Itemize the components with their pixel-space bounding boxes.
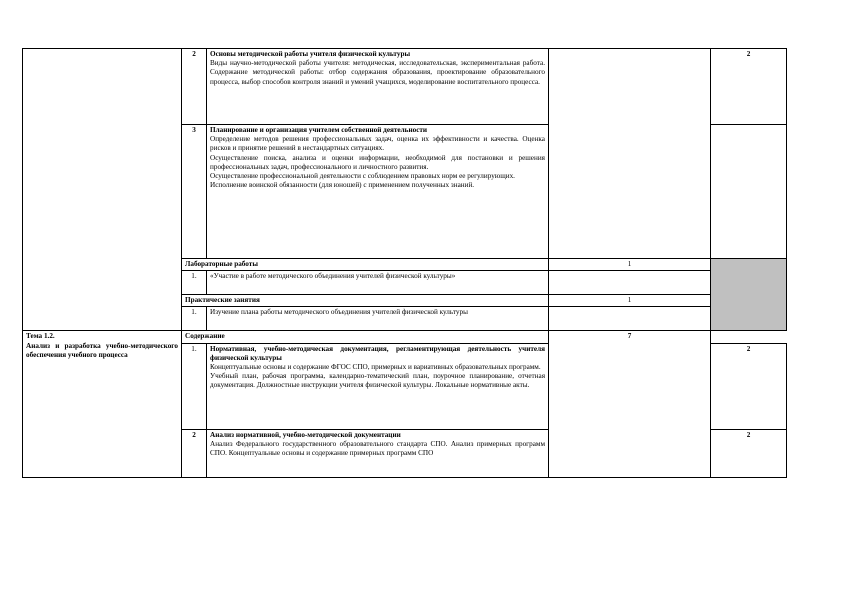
row-number: 1. [182,343,207,429]
row-title: Анализ нормативной, учебно-методической документации [210,430,401,439]
level-cell: 2 [711,49,787,125]
table-row [23,49,787,125]
practice-item-text: Изучение плана работы методического объединения учителей физической культуры [207,307,549,331]
row-number: 1. [182,307,207,331]
hours-cell [549,49,711,259]
level-cell [711,125,787,259]
content-hours: 7 [549,331,711,477]
row-paragraph: Осуществление профессиональной деятельности с соблюдением правовых норм ее регулирующих. [210,172,515,181]
row-paragraph: Исполнение воинской обязанности (для юношей) с применением полученных знаний. [210,181,475,190]
row-paragraph: Концептуальные основы и содержание ФГОС СПО, примерных и вариативных образовательных программ. [210,363,541,372]
level-cell: 2 [711,429,787,477]
row-title: Планирование и организация учителем собственной деятельности [210,126,428,134]
practice-hours: 1 [549,295,711,307]
row-text: Виды научно-методической работы учителя: методическая, исследовательская, экспериментальная работа. Содержание методической работы: отбор содержания образования, проектирование образовательного процесса, выбор способов контроля знаний и умений учащихся, моделирование воспитательного процесса. [210,59,545,86]
row-number: 2 [182,429,207,477]
lab-hours-empty [549,271,711,295]
content-cell [207,429,549,477]
row-paragraph: Осуществление поиска, анализа и оценки информации, необходимой для постановки и решения профессиональных задач, профессионального и личностного развития. [210,153,545,171]
row-paragraph: Учебный план, рабочая программа, календарно-тематический план, поурочное планирование, отчетная документация. Должностные инструкции учителя физической культуры. Локальные нормативные акты. [210,372,545,390]
lab-item-text: «Участие в работе методического объединения учителей физической культуры» [207,271,549,295]
content-header: Содержание [182,331,549,343]
lab-header: Лабораторные работы [182,259,549,271]
row-paragraph: Определение методов решения профессиональных задач, оценка их эффективности и качества. Оценка рисков и принятие решений в нестандартных ситуациях. [210,135,545,153]
table-row [23,331,787,343]
content-cell [207,49,549,125]
topic-cell-empty [23,49,182,331]
level-cell: 2 [711,343,787,429]
topic-cell [23,331,182,477]
curriculum-table [22,48,787,478]
content-cell [207,343,549,429]
row-number: 1. [182,271,207,295]
practice-header: Практические занятия [182,295,549,307]
topic-name: Анализ и разработка учебно-методического обеспечения учебного процесса [26,341,178,359]
row-title: Нормативная, учебно-методическая документация, регламентирующая деятельность учителя физической культуры [210,344,545,362]
topic-title: Тема 1.2. [26,332,55,341]
row-text: Анализ Федерального государственного образовательного стандарта СПО. Анализ примерных программ СПО. Концептуальные основы и содержание примерных программ СПО [210,439,545,458]
content-cell [207,125,549,259]
lab-hours: 1 [549,259,711,271]
practice-hours-empty [549,307,711,331]
shaded-cell [711,259,787,331]
row-title: Основы методической работы учителя физической культуры [210,50,411,58]
row-number: 2 [182,49,207,125]
row-number: 3 [182,125,207,259]
